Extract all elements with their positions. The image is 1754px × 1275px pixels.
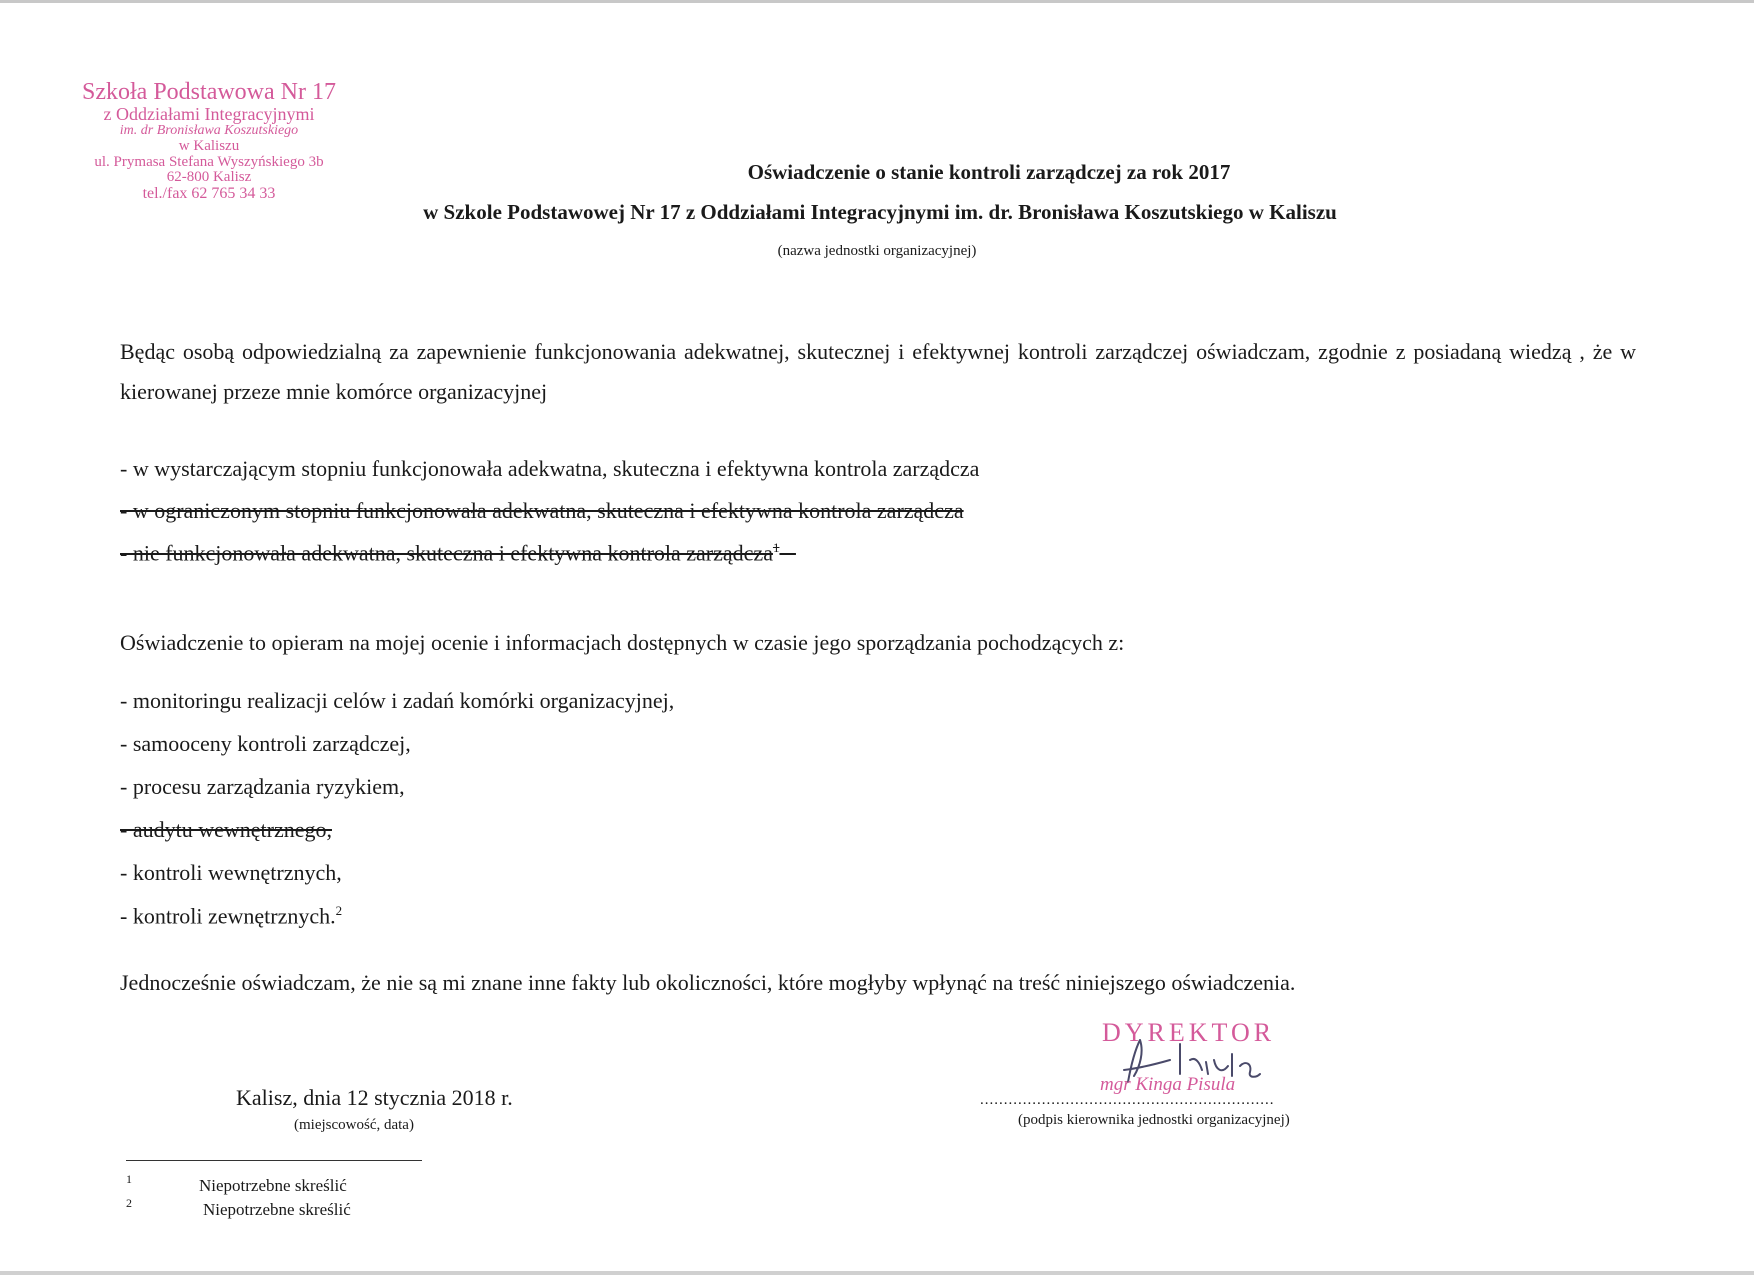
- place-date: Kalisz, dnia 12 stycznia 2018 r.: [236, 1085, 513, 1110]
- footnote-ref: 2: [335, 903, 343, 918]
- footnote-number: 1: [126, 1172, 132, 1186]
- footnote-number: 2: [126, 1196, 132, 1210]
- sources-intro: Oświadczenie to opieram na mojej ocenie i informacjach dostępnych w czasie jego sporządzania pochodzących z:: [120, 630, 1125, 655]
- stamp-line: tel./fax 62 765 34 33: [142, 185, 276, 203]
- stamp-line: ul. Prymasa Stefana Wyszyńskiego 3b: [94, 153, 324, 170]
- unit-name: w Szkole Podstawowej Nr 17 z Oddziałami Integracyjnymi im. dr. Bronisława Koszutskiego w Kaliszu: [423, 200, 1337, 224]
- option-item-crossed: - w ograniczonym stopniu funkcjonowała adekwatna, skuteczna i efektywna kontrola zarządcza: [120, 498, 964, 523]
- footnote-text: Niepotrzebne skreślić: [199, 1176, 347, 1195]
- director-stamp-name: mgr Kinga Pisula: [1100, 1074, 1236, 1095]
- stamp-line: Szkoła Podstawowa Nr 17: [82, 79, 336, 105]
- closing-statement: Jednocześnie oświadczam, że nie są mi znane inne fakty lub okoliczności, które mogłyby wpłynąć na treść niniejszego oświadczenia.: [120, 970, 1296, 995]
- intro-paragraph: Będąc osobą odpowiedzialną za zapewnienie funkcjonowania adekwatnej, skutecznej i efektywnej kontroli zarządczej oświadczam, zgodnie z posiadaną wiedzą , że w kierowanej przeze mnie komórce organizacyjnej: [120, 339, 1636, 404]
- footnote-text: Niepotrzebne skreślić: [203, 1200, 351, 1219]
- stamp-line: im. dr Bronisława Koszutskiego: [119, 123, 299, 139]
- unit-caption: (nazwa jednostki organizacyjnej): [777, 243, 977, 259]
- source-item: - kontroli wewnętrznych,: [120, 860, 342, 885]
- footnote-ref: 1: [772, 540, 780, 555]
- stamp-line: 62-800 Kalisz: [166, 169, 252, 186]
- document-title: Oświadczenie o stanie kontroli zarządczej za rok 2017: [747, 160, 1231, 184]
- place-date-caption: (miejscowość, data): [294, 1117, 414, 1133]
- source-item: - procesu zarządzania ryzykiem,: [120, 774, 405, 799]
- option-item: - w wystarczającym stopniu funkcjonowała adekwatna, skuteczna i efektywna kontrola zarządcza: [120, 456, 980, 481]
- director-stamp-title: DYREKTOR: [1102, 1018, 1276, 1047]
- source-item: - monitoringu realizacji celów i zadań komórki organizacyjnej,: [120, 688, 675, 713]
- source-item: - samooceny kontroli zarządczej,: [120, 731, 411, 756]
- scan-bottom-edge: [0, 1271, 1754, 1275]
- signature-caption: (podpis kierownika jednostki organizacyjnej): [1018, 1112, 1290, 1128]
- source-item-crossed: - audytu wewnętrznego,: [120, 817, 332, 842]
- scan-top-edge: [0, 0, 1754, 3]
- stamp-line: z Oddziałami Integracyjnymi: [103, 104, 315, 125]
- source-item: - kontroli zewnętrznych.$^2$: [120, 903, 343, 929]
- signature-line: ..............................................................: [980, 1092, 1275, 1108]
- option-item-crossed: - nie funkcjonowała adekwatna, skuteczna i efektywna kontrola zarządcza$^1$: [120, 540, 780, 566]
- footnote-separator: [126, 1160, 422, 1161]
- stamp-line: w Kaliszu: [178, 137, 240, 154]
